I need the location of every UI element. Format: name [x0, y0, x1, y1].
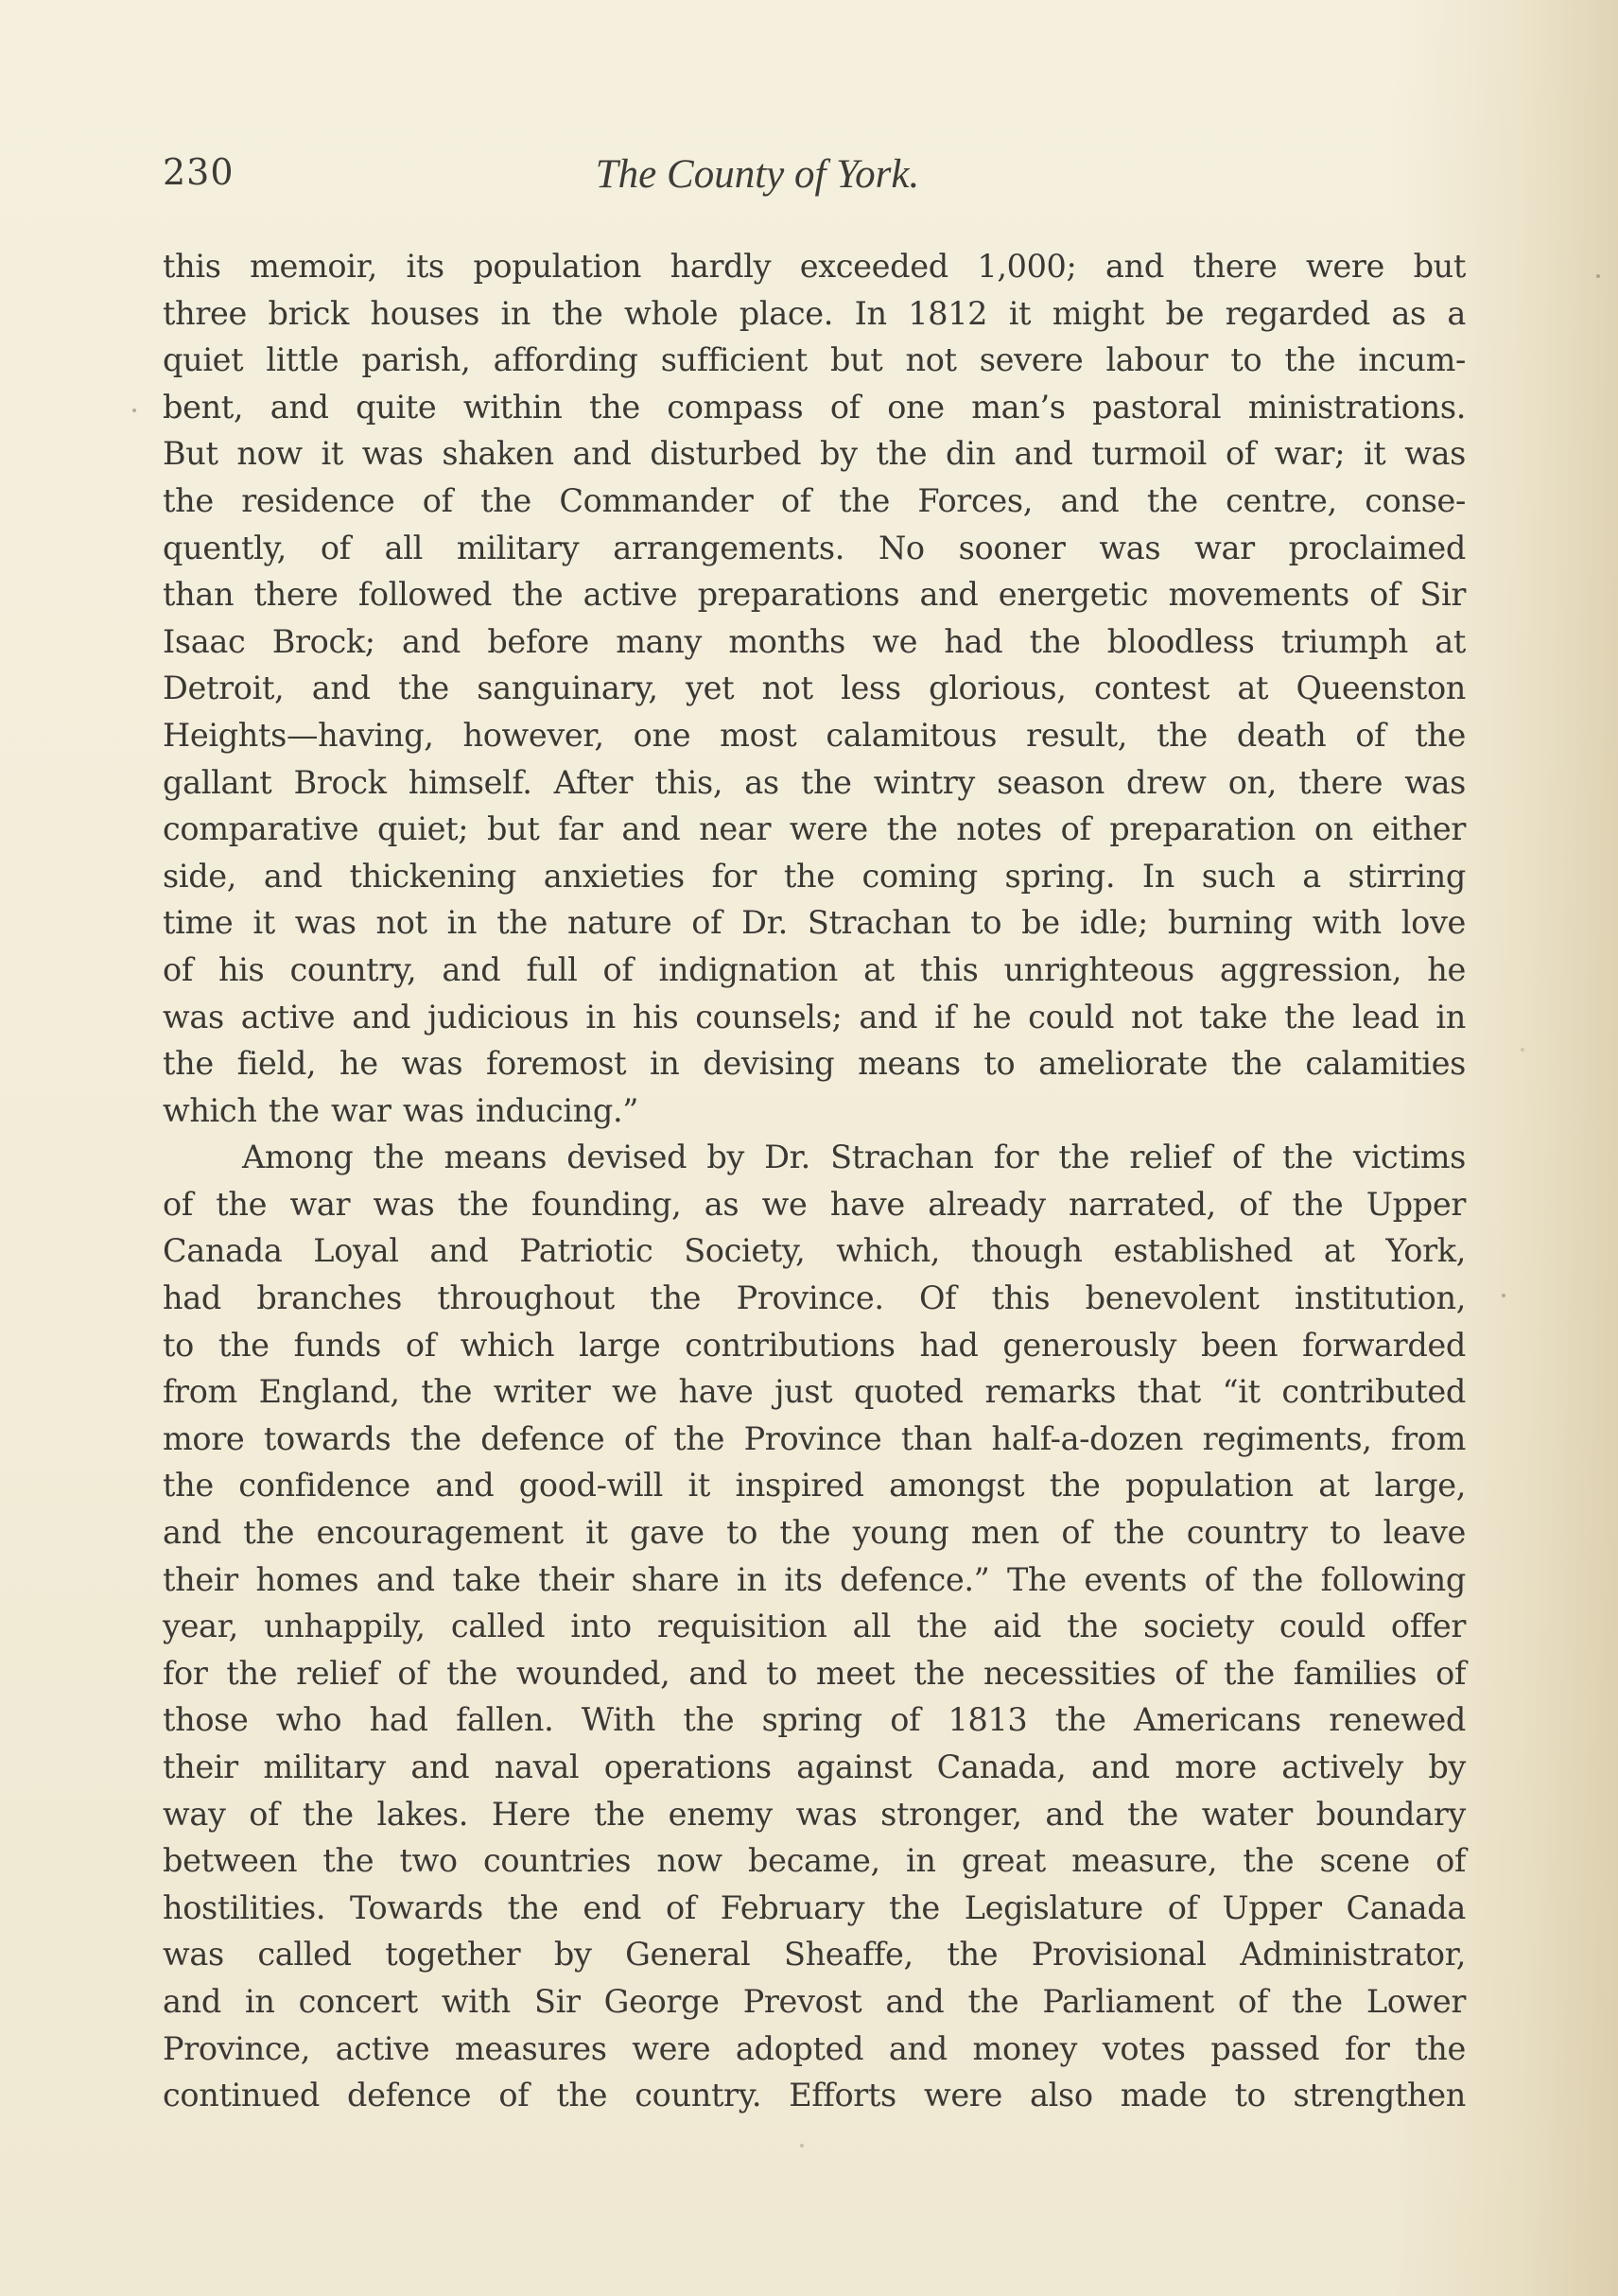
- text-line: their homes and take their share in its defence.” The events of the following: [163, 1560, 1466, 1598]
- text-line: and the encouragement it gave to the young men of the country to leave: [163, 1514, 1466, 1552]
- text-line: time it was not in the nature of Dr. Strachan to be idle; burning with love: [163, 904, 1466, 942]
- text-line: Heights—having, however, one most calamitous result, the death of the: [163, 716, 1466, 754]
- text-line: hostilities. Towards the end of February the Legislature of Upper Canada: [163, 1888, 1466, 1926]
- text-line: Among the means devised by Dr. Strachan for the relief of the victims: [242, 1139, 1466, 1176]
- text-line: than there followed the active preparations and energetic movements of Sir: [163, 576, 1466, 614]
- text-line: comparative quiet; but far and near were the notes of preparation on either: [163, 810, 1466, 848]
- page-number: 230: [163, 151, 235, 193]
- text-line: those who had fallen. With the spring of 1813 the Americans renewed: [163, 1701, 1466, 1739]
- text-line: continued defence of the country. Efforts were also made to strengthen: [163, 2077, 1466, 2114]
- paper-speck: [1502, 1294, 1505, 1297]
- text-line: was called together by General Sheaffe, the Provisional Administrator,: [163, 1936, 1466, 1974]
- text-line: their military and naval operations against Canada, and more actively by: [163, 1748, 1466, 1785]
- text-line: Isaac Brock; and before many months we had the bloodless triumph at: [163, 622, 1466, 660]
- text-line: Canada Loyal and Patriotic Society, which, though established at York,: [163, 1232, 1466, 1270]
- paragraph: [163, 243, 1466, 1134]
- text-line: gallant Brock himself. After this, as the wintry season drew on, there was: [163, 763, 1466, 801]
- text-line: of the war was the founding, as we have already narrated, of the Upper: [163, 1185, 1466, 1223]
- text-line: more towards the defence of the Province than half-a-dozen regiments, from: [163, 1419, 1466, 1457]
- book-title: The County of York.: [595, 152, 920, 197]
- text-line: Province, active measures were adopted and money votes passed for the: [163, 2029, 1466, 2067]
- text-line: bent, and quite within the compass of one man’s pastoral ministrations.: [163, 388, 1466, 426]
- text-line: to the funds of which large contributions had generously been forwarded: [163, 1326, 1466, 1364]
- text-line: quently, of all military arrangements. No sooner was war proclaimed: [163, 529, 1466, 566]
- text-line: of his country, and full of indignation at this unrighteous aggression, he: [163, 950, 1466, 988]
- text-line: the field, he was foremost in devising means to ameliorate the calamities: [163, 1045, 1466, 1083]
- text-line: which the war was inducing.”: [163, 1091, 639, 1129]
- text-line: for the relief of the wounded, and to meet the necessities of the families of: [163, 1654, 1466, 1692]
- text-line: this memoir, its population hardly exceeded 1,000; and there were but: [163, 248, 1466, 285]
- text-line: the residence of the Commander of the Forces, and the centre, conse-: [163, 481, 1466, 519]
- paper-speck: [132, 409, 136, 412]
- text-line: But now it was shaken and disturbed by the din and turmoil of war; it was: [163, 435, 1466, 473]
- running-head: [163, 151, 1466, 208]
- text-line: quiet little parish, affording sufficient but not severe labour to the incum-: [163, 341, 1466, 379]
- text-line: way of the lakes. Here the enemy was stronger, and the water boundary: [163, 1795, 1466, 1833]
- body-text: [163, 243, 1466, 2119]
- text-line: between the two countries now became, in great measure, the scene of: [163, 1842, 1466, 1880]
- text-line: had branches throughout the Province. Of this benevolent institution,: [163, 1279, 1466, 1317]
- text-line: three brick houses in the whole place. In 1812 it might be regarded as a: [163, 294, 1466, 332]
- text-line: year, unhappily, called into requisition all the aid the society could offer: [163, 1608, 1466, 1645]
- paragraph: [163, 1134, 1466, 2118]
- paper-speck: [800, 2144, 804, 2148]
- text-line: from England, the writer we have just quoted remarks that “it contributed: [163, 1373, 1466, 1411]
- text-line: the confidence and good-will it inspired amongst the population at large,: [163, 1467, 1466, 1505]
- paper-speck: [1596, 274, 1600, 278]
- text-line: was active and judicious in his counsels; and if he could not take the lead in: [163, 998, 1466, 1035]
- text-line: Detroit, and the sanguinary, yet not less glorious, contest at Queenston: [163, 670, 1466, 707]
- paper-speck: [1521, 1048, 1524, 1052]
- text-line: side, and thickening anxieties for the coming spring. In such a stirring: [163, 857, 1466, 895]
- text-line: and in concert with Sir George Prevost and the Parliament of the Lower: [163, 1982, 1466, 2020]
